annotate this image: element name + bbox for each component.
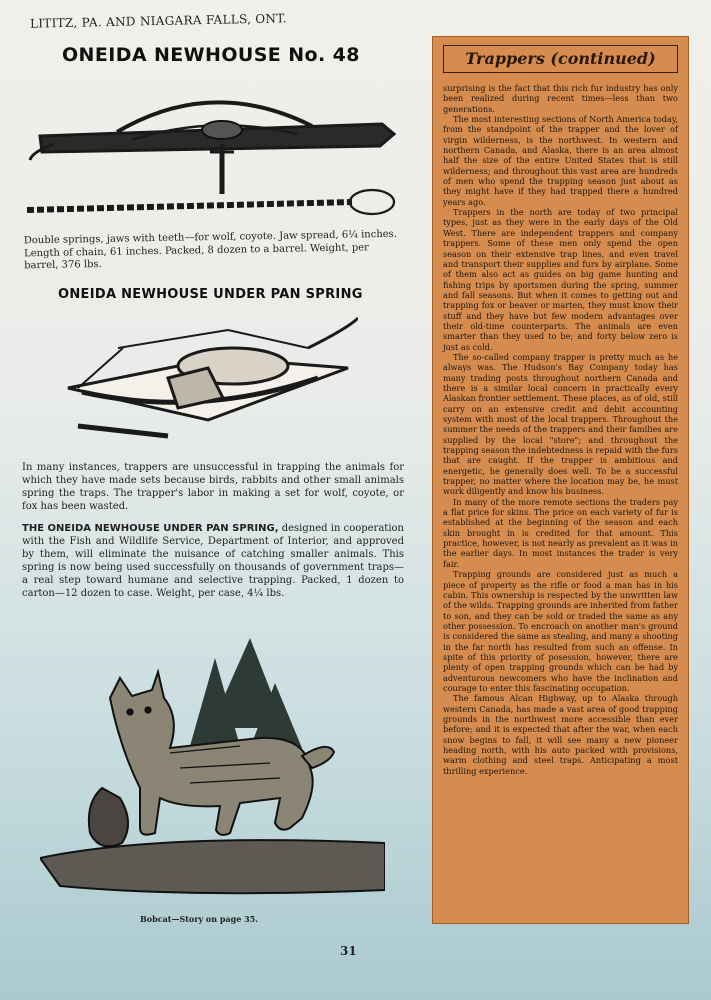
sidebar-title: Trappers (continued) — [443, 45, 678, 73]
page-number: 31 — [340, 944, 357, 958]
sidebar-paragraph: Trapping grounds are considered just as much a piece of property as the rifle or food a man has in his cabin. This ownership is respected by the unwritten law of the wilds. Trapping grounds are inherited from father to son, and they can be sold or traded the same as any other possession. To encroach on another man's ground is considered the same as stealing, and many a shooting in the far north has resulted from such an offense. In spite of this priority of posession, however, there are plenty of open trapping grounds which can be had by adventurous newcomers who have the inclination and courage to enter this fascinating occupation. — [443, 569, 678, 693]
sidebar-paragraph: Trappers in the north are today of two principal types, just as they were in the early days of the Old West. There are independent trappers and company trappers. Some of these men only spend the open season on their extensive trap lines, and even travel and transport their supplies and furs by airplane. Some of them also act as guides on big game hunting and fishing trips by sportsmen during the spring, summer and fall seasons. But when it comes to getting out and trapping fox or beaver or marten, they must know their stuff and they have but few modern advantages over their old-time counterparts. The animals are even smarter than they used to be; and forty below zero is just as cold. — [443, 207, 678, 352]
illustration-caption: Bobcat—Story on page 35. — [140, 914, 258, 924]
under-pan-spring-trap-illustration — [58, 308, 358, 446]
product-title-no48: ONEIDA NEWHOUSE No. 48 — [62, 44, 360, 66]
product-caption-no48: Double springs, jaws with teeth—for wolf, coyote. Jaw spread, 6¼ inches. Length of chain, 61 inches. Packed, 8 dozen to a barrel. Weight, per barrel, 376 lbs. — [23, 228, 398, 272]
page-header: LITITZ, PA. AND NIAGARA FALLS, ONT. — [29, 11, 288, 31]
under-pan-lead-text: THE ONEIDA NEWHOUSE UNDER PAN SPRING, — [22, 523, 279, 534]
sidebar-paragraph: In many of the more remote sections the traders pay a flat price for skins. The price on each variety of fur is established at the beginning of the season and each skin brought in is credited for that amount. This practice, however, is not nearly as prevalent as it was in the earlier days. In most instances the trader is very fair. — [443, 496, 678, 569]
under-pan-description-paragraph — [22, 522, 404, 600]
product-title-under-pan-spring: ONEIDA NEWHOUSE UNDER PAN SPRING — [58, 287, 363, 302]
sidebar-paragraph: The so-called company trapper is pretty much as he always was. The Hudson's Bay Company today has many trading posts throughout northern Canada and there is a similar local concern in practically every Alaskan frontier settlement. These places, as of old, still carry on an extensive credit and debit accounting system with most of the local trappers. Throughout the summer the needs of the trappers and their families are supplied by the local "store"; and throughout the trapping season the indebtedness is repaid with the furs that are caught. If the trapper is ambitious and energetic, he generally does well. To be a successful trapper, no matter where the location may be, he must work diligently and know his business. — [443, 351, 678, 497]
trap-no48-illustration — [22, 74, 402, 234]
sidebar-paragraph: The most interesting sections of North America today, from the standpoint of the trapper and the lover of virgin wilderness, is the northwest. In western and northern Canada, and Alaska, there is an area almost half the size of the entire United States that is still wilderness; and throughout this vast area are hundreds of men who spend the trapping season just about as they might have if they had trapped there a hundred years ago. — [443, 114, 678, 207]
bobcat-illustration — [40, 628, 385, 908]
sidebar-body — [443, 83, 678, 776]
sidebar-paragraph: surprising is the fact that this rich fur industry has only been realized during recent times—less than two generations. — [443, 83, 678, 114]
sidebar-paragraph: The famous Alcan Highway, up to Alaska through western Canada, has made a vast area of good trapping grounds in the northwest more accessible than ever before; and it is expected that after the war, when each snow begins to fall, it will see many a new pioneer heading north, with his auto packed with provisions, warm clothing and steel traps. Anticipating a most thrilling experience. — [443, 693, 678, 776]
trappers-sidebar — [432, 36, 689, 924]
under-pan-body-text: designed in cooperation with the Fish and Wildlife Service, Department of Interior, and approved by them, will eliminate the nuisance of catching smaller animals. This spring is now being used successfully on thousands of government traps—a real step toward humane and selective trapping. Packed, 1 dozen to carton—12 dozen to case. Weight, per case, 4¼ lbs. — [22, 523, 404, 599]
under-pan-intro-paragraph: In many instances, trappers are unsuccessful in trapping the animals for which they have made sets because birds, rabbits and other small animals spring the traps. The trapper's labor in making a set for wolf, coyote, or fox has been wasted. — [22, 462, 404, 512]
